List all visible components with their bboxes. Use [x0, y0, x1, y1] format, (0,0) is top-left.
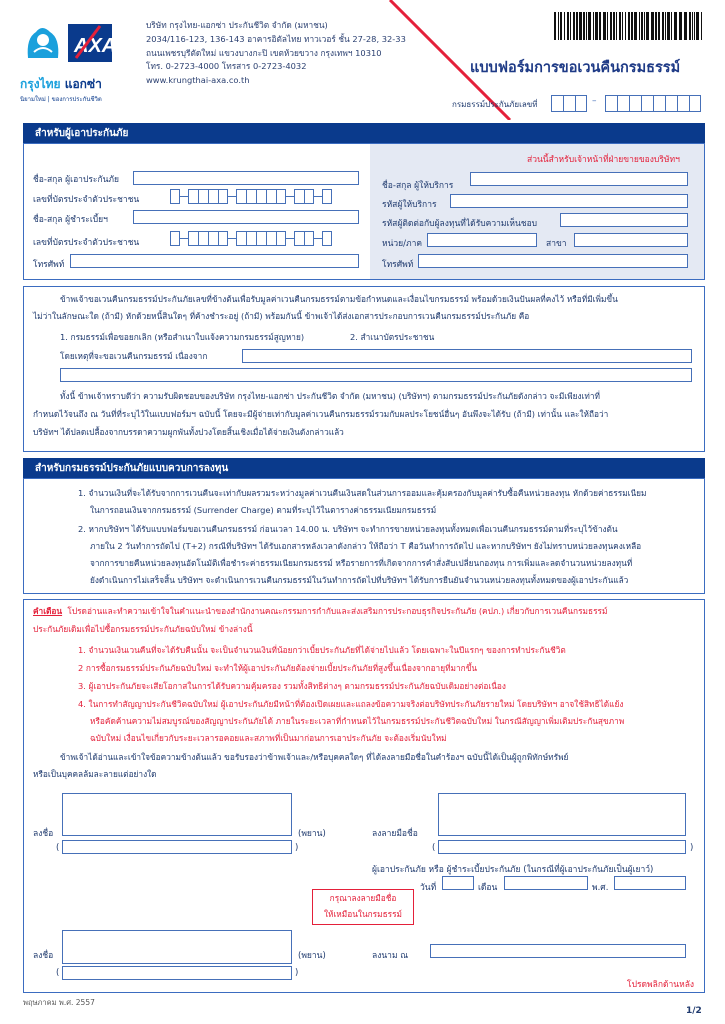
warning-label: คำเตือน	[33, 606, 63, 616]
signed-at-field[interactable]	[430, 944, 686, 958]
turn-over-note: โปรดพลิกด้านหลัง	[627, 980, 695, 990]
section-insured-title: สำหรับผู้เอาประกันภัย	[35, 128, 129, 139]
witness1-paren-close: )	[295, 843, 299, 853]
section-unit-linked-title: สำหรับกรมธรรม์ประกันภัยแบบควบการลงทุน	[35, 463, 229, 474]
insured-paren-close: )	[690, 843, 694, 853]
witness1-signature-box[interactable]	[62, 793, 292, 836]
unit-field[interactable]	[427, 233, 537, 247]
company-website: www.krungthai-axa.co.th	[146, 75, 250, 86]
logo-text-axa: แอกซ่า	[64, 77, 102, 91]
policy-number-separator: –	[592, 96, 597, 106]
acknowledgement-line1: ทั้งนี้ ข้าพเจ้าทราบดีว่า ความรับผิดชอบของบริษัท กรุงไทย-แอกซ่า ประกันชีวิต จำกัด (มหาชน) (บริษัทฯ) ตามกรมธรรม์ประกันภัยดังกล่าว จะมีเพียงเท่าที่	[60, 391, 600, 401]
signature-note-line2: ให้เหมือนในกรมธรรม์	[323, 909, 403, 919]
insured-id-boxes[interactable]	[170, 189, 332, 204]
address-line2: ถนนเพชรบุรีตัดใหม่ แขวงบางกะปิ เขตห้วยขวาง กรุงเทพฯ 10310	[146, 47, 382, 58]
company-logo	[20, 18, 116, 103]
declaration-line2: ไม่ว่าในลักษณะใด (ถ้ามี) หักด้วยหนี้สินใดๆ ที่ค้างชำระอยู่ (ถ้ามี) พร้อมกันนี้ ข้าพเจ้าได้ส่งเอกสารประกอบการเวนคืนกรมธรรม์ประกันภัย คือ	[33, 311, 530, 321]
witness1-paren-open: (	[56, 843, 60, 853]
payer-name-label: ชื่อ-สกุล ผู้ชำระเบี้ยฯ	[33, 215, 108, 225]
logo-text-krungthai: กรุงไทย	[20, 77, 61, 91]
payer-name-field[interactable]	[133, 210, 359, 224]
branch-field[interactable]	[574, 233, 688, 247]
unit-linked-item2-line1: 2. หากบริษัทฯ ได้รับแบบฟอร์มขอเวนคืนกรมธรรม์ ก่อนเวลา 14.00 น. บริษัทฯ จะทำการขายหน่วยลงทุนทั้งหมดเพื่อเวนคืนกรมธรรม์ตามที่ระบุไว้ข้างต้น	[78, 524, 618, 534]
witness2-role-label: (พยาน)	[298, 951, 326, 961]
declaration-line1: ข้าพเจ้าขอเวนคืนกรมธรรม์ประกันภัยเลขที่ข้างต้นเพื่อรับมูลค่าเวนคืนกรมธรรม์ตามข้อกำหนดและเงื่อนไขกรมธรรม์ พร้อมด้วยเงินปันผลที่คงไว้ หรือที่มีเพิ่มขึ้น	[60, 294, 618, 304]
payer-id-label: เลขที่บัตรประจำตัวประชาชน	[33, 238, 140, 248]
agent-name-field[interactable]	[470, 172, 688, 186]
agent-phone-field[interactable]	[418, 254, 688, 268]
reason-field-1[interactable]	[242, 349, 692, 363]
policy-number-suffix-boxes[interactable]	[605, 95, 701, 112]
logo-tagline: นิยามใหม่ | ของการประกันชีวิต	[20, 96, 102, 103]
signature-note-line1: กรุณาลงลายมือชื่อ	[329, 893, 397, 903]
branch-label: สาขา	[546, 239, 567, 249]
insured-paren-open: (	[432, 843, 436, 853]
agent-name-label: ชื่อ-สกุล ผู้ให้บริการ	[382, 181, 454, 191]
warning-intro-text: โปรดอ่านและทำความเข้าใจในคำแนะนำของสำนักงานคณะกรรมการกำกับและส่งเสริมการประกอบธุรกิจประกันภัย (คปภ.) เกี่ยวกับการเวนคืนกรมธรรม์	[67, 606, 608, 616]
insured-signature-box[interactable]	[438, 793, 686, 836]
insured-phone-label: โทรศัพท์	[33, 260, 65, 270]
unit-linked-item2-line2: ภายใน 2 วันทำการถัดไป (T+2) กรณีที่บริษัทฯ ได้รับเอกสารหลังเวลาดังกล่าว ให้ถือว่า T คือวันทำการถัดไป และหากบริษัทฯ ยังไม่ทราบหน่วยลงทุนคงเหลือ	[90, 541, 642, 551]
day-field[interactable]	[442, 876, 474, 890]
section-unit-linked-header	[23, 458, 705, 478]
svg-text:AXA: AXA	[74, 35, 116, 57]
witness1-role-label: (พยาน)	[298, 829, 326, 839]
warning-item2: 2 การซื้อกรมธรรม์ประกันภัยฉบับใหม่ จะทำให้ผู้เอาประกันภัยต้องจ่ายเบี้ยประกันภัยที่สูงขึ้นเนื่องจากอายุที่มากขึ้น	[78, 663, 478, 673]
document-option-2[interactable]: 2. สำเนาบัตรประชาชน	[350, 332, 435, 342]
insured-phone-field[interactable]	[70, 254, 359, 268]
unit-linked-item2-line4: ยังดำเนินการไม่เสร็จสิ้น บริษัทฯ จะดำเนินการเวนคืนกรมธรรม์ในวันทำการถัดไปที่บริษัทฯ ได้รับการยืนยันจำนวนหน่วยลงทุนทั้งหมดของผู้เอาประกันแล้ว	[90, 575, 629, 585]
warning-item4-line2: หรือคัดค้านความไม่สมบูรณ์ของสัญญาประกันภัยได้ ภายในระยะเวลาที่กำหนดไว้ในกรมธรรม์ประกันชีวิตฉบับใหม่ ในกรณีสัญญาเพิ่มเติมประกันสุขภาพ	[90, 716, 625, 726]
witness1-name-field[interactable]	[62, 840, 292, 854]
warning-item1: 1. จำนวนเงินเวนคืนที่จะได้รับคืนนั้น จะเป็นจำนวนเงินที่น้อยกว่าเบี้ยประกันภัยที่ได้จ่ายไปแล้ว โดยเฉพาะในปีแรกๆ ของการทำประกันชีวิต	[78, 645, 566, 655]
bankruptcy-ack-line2: หรือเป็นบุคคลล้มละลายแต่อย่างใด	[33, 769, 157, 779]
section-insured-header	[23, 123, 705, 143]
witness2-signature-box[interactable]	[62, 930, 292, 964]
document-option-1[interactable]: 1. กรมธรรม์เพื่อขอยกเลิก (หรือสำเนาใบแจ้งความกรมธรรม์สูญหาย)	[60, 332, 305, 342]
insured-printed-name-field[interactable]	[438, 840, 686, 854]
witness1-signed-label: ลงชื่อ	[33, 829, 54, 839]
day-label: วันที่	[420, 883, 437, 893]
company-phone: โทร. 0-2723-4000 โทรสาร 0-2723-4032	[146, 61, 307, 72]
staff-note: ส่วนนี้สำหรับเจ้าหน้าที่ฝ่ายขายของบริษัทฯ	[527, 155, 680, 165]
unit-linked-item1-line1: 1. จำนวนเงินที่จะได้รับจากการเวนคืนจะเท่ากับผลรวมระหว่างมูลค่าเวนคืนเงินสดในส่วนการออมและคุ้มครองกับมูลค่ารับซื้อคืนหน่วยลงทุน หักด้วยค่าธรรมเนียม	[78, 488, 647, 498]
month-field[interactable]	[504, 876, 588, 890]
witness2-name-field[interactable]	[62, 966, 292, 980]
manager-code-label: รหัสผู้ติดต่อกับผู้ลงทุนที่ได้รับความเห็นชอบ	[382, 219, 538, 229]
unit-linked-item1-line2: ในการถอนเงินจากกรมธรรม์ (Surrender Charge) ตามที่ระบุไว้ในตารางค่าธรรมเนียมกรมธรรม์	[90, 505, 437, 515]
insured-name-field[interactable]	[133, 171, 359, 185]
warning-intro-line2: ประกันภัยเดิมเพื่อไปซื้อกรมธรรม์ประกันภัยฉบับใหม่ ข้างล่างนี้	[33, 624, 253, 634]
policy-number-label: กรมธรรม์ประกันภัยเลขที่	[452, 100, 538, 109]
signed-at-label: ลงนาม ณ	[372, 951, 409, 961]
bankruptcy-ack-line1: ข้าพเจ้าได้อ่านและเข้าใจข้อความข้างต้นแล้ว ขอรับรองว่าข้าพเจ้าและ/หรือบุคคลใดๆ ที่ได้ลงลายมือชื่อในคำร้องฯ ฉบับนี้ได้เป็นผู้ถูกพิทักษ์ทรัพย์	[60, 752, 569, 762]
barcode	[554, 12, 706, 40]
page-number: 1/2	[686, 1006, 702, 1016]
warning-item4-line1: 4. ในการทำสัญญาประกันชีวิตฉบับใหม่ ผู้เอาประกันภัยมีหน้าที่ต้องเปิดเผยและแถลงข้อความจริงต่อบริษัทประกันภัยรายใหม่ โดยบริษัทฯ อาจใช้สิทธิได้แย้ง	[78, 699, 624, 709]
warning-item4-line3: ฉบับใหม่ เงื่อนไขเกี่ยวกับระยะเวลารอคอยและสภาพที่เป็นมาก่อนการเอาประกันภัย จะต้องเริ่มนับใหม่	[90, 733, 447, 743]
warning-item3: 3. ผู้เอาประกันภัยจะเสียโอกาสในการได้รับความคุ้มครอง รวมทั้งสิทธิต่างๆ ตามกรมธรรม์ประกันภัยฉบับเดิมอย่างต่อเนื่อง	[78, 681, 506, 691]
agent-code-label: รหัสผู้ให้บริการ	[382, 200, 437, 210]
insured-id-label: เลขที่บัตรประจำตัวประชาชน	[33, 195, 140, 205]
agent-phone-label: โทรศัพท์	[382, 260, 414, 270]
unit-label: หน่วย/ภาค	[382, 239, 423, 249]
policy-number-prefix-boxes[interactable]	[551, 95, 587, 112]
insured-name-label: ชื่อ-สกุล ผู้เอาประกันภัย	[33, 175, 120, 185]
address-line1: 2034/116-123, 136-143 อาคารอิตัลไทย ทาวเวอร์ ชั้น 27-28, 32-33	[146, 33, 406, 44]
company-name: บริษัท กรุงไทย-แอกซ่า ประกันชีวิต จำกัด (มหาชน)	[146, 20, 328, 30]
insured-signature-label: ลงลายมือชื่อ	[372, 829, 418, 839]
agent-code-field[interactable]	[450, 194, 688, 208]
witness2-paren-open: (	[56, 968, 60, 978]
unit-linked-item2-line3: จากการขายคืนหน่วยลงทุนอัตโนมัติเพื่อชำระค่าธรรมเนียมกรมธรรม์ หรือรายการที่เกิดจากการคำสั่งสับเปลี่ยนกองทุน การเพิ่มและลดจำนวนหน่วยลงทุนที่	[90, 558, 633, 568]
payer-id-boxes[interactable]	[170, 231, 332, 246]
reason-label: โดยเหตุที่จะขอเวนคืนกรมธรรม์ เนื่องจาก	[60, 351, 208, 361]
witness2-paren-close: )	[295, 968, 299, 978]
warning-intro-line1	[33, 603, 607, 620]
year-label: พ.ศ.	[592, 883, 609, 893]
witness2-signed-label: ลงชื่อ	[33, 951, 54, 961]
form-title: แบบฟอร์มการขอเวนคืนกรมธรรม์	[470, 60, 681, 76]
acknowledgement-line3: บริษัทฯ ได้ปลดเปลื้องจากบรรดาความผูกพันทั้งปวงโดยสิ้นเชิงเมื่อได้จ่ายเงินดังกล่าวแล้ว	[33, 427, 344, 437]
acknowledgement-line2: กำหนดไว้จนถึง ณ วันที่ที่ระบุไว้ในแบบฟอร์มฯ ฉบับนี้ โดยจะมีผู้จ่ายเท่ากับมูลค่าเวนคืนกรมธรรม์รวมกับผลประโยชน์อื่นๆ อันพึงจะได้รับ (ถ้ามี) เท่านั้น และให้ถือว่า	[33, 409, 609, 419]
month-label: เดือน	[478, 883, 498, 893]
company-info	[146, 19, 406, 88]
footer-date: พฤษภาคม พ.ศ. 2557	[23, 998, 95, 1007]
manager-code-field[interactable]	[560, 213, 688, 227]
year-field[interactable]	[614, 876, 686, 890]
signature-note-box	[312, 889, 414, 925]
signer-role-label: ผู้เอาประกันภัย หรือ ผู้ชำระเบี้ยประกันภัย (ในกรณีที่ผู้เอาประกันภัยเป็นผู้เยาว์)	[372, 865, 654, 875]
reason-field-2[interactable]	[60, 368, 692, 382]
